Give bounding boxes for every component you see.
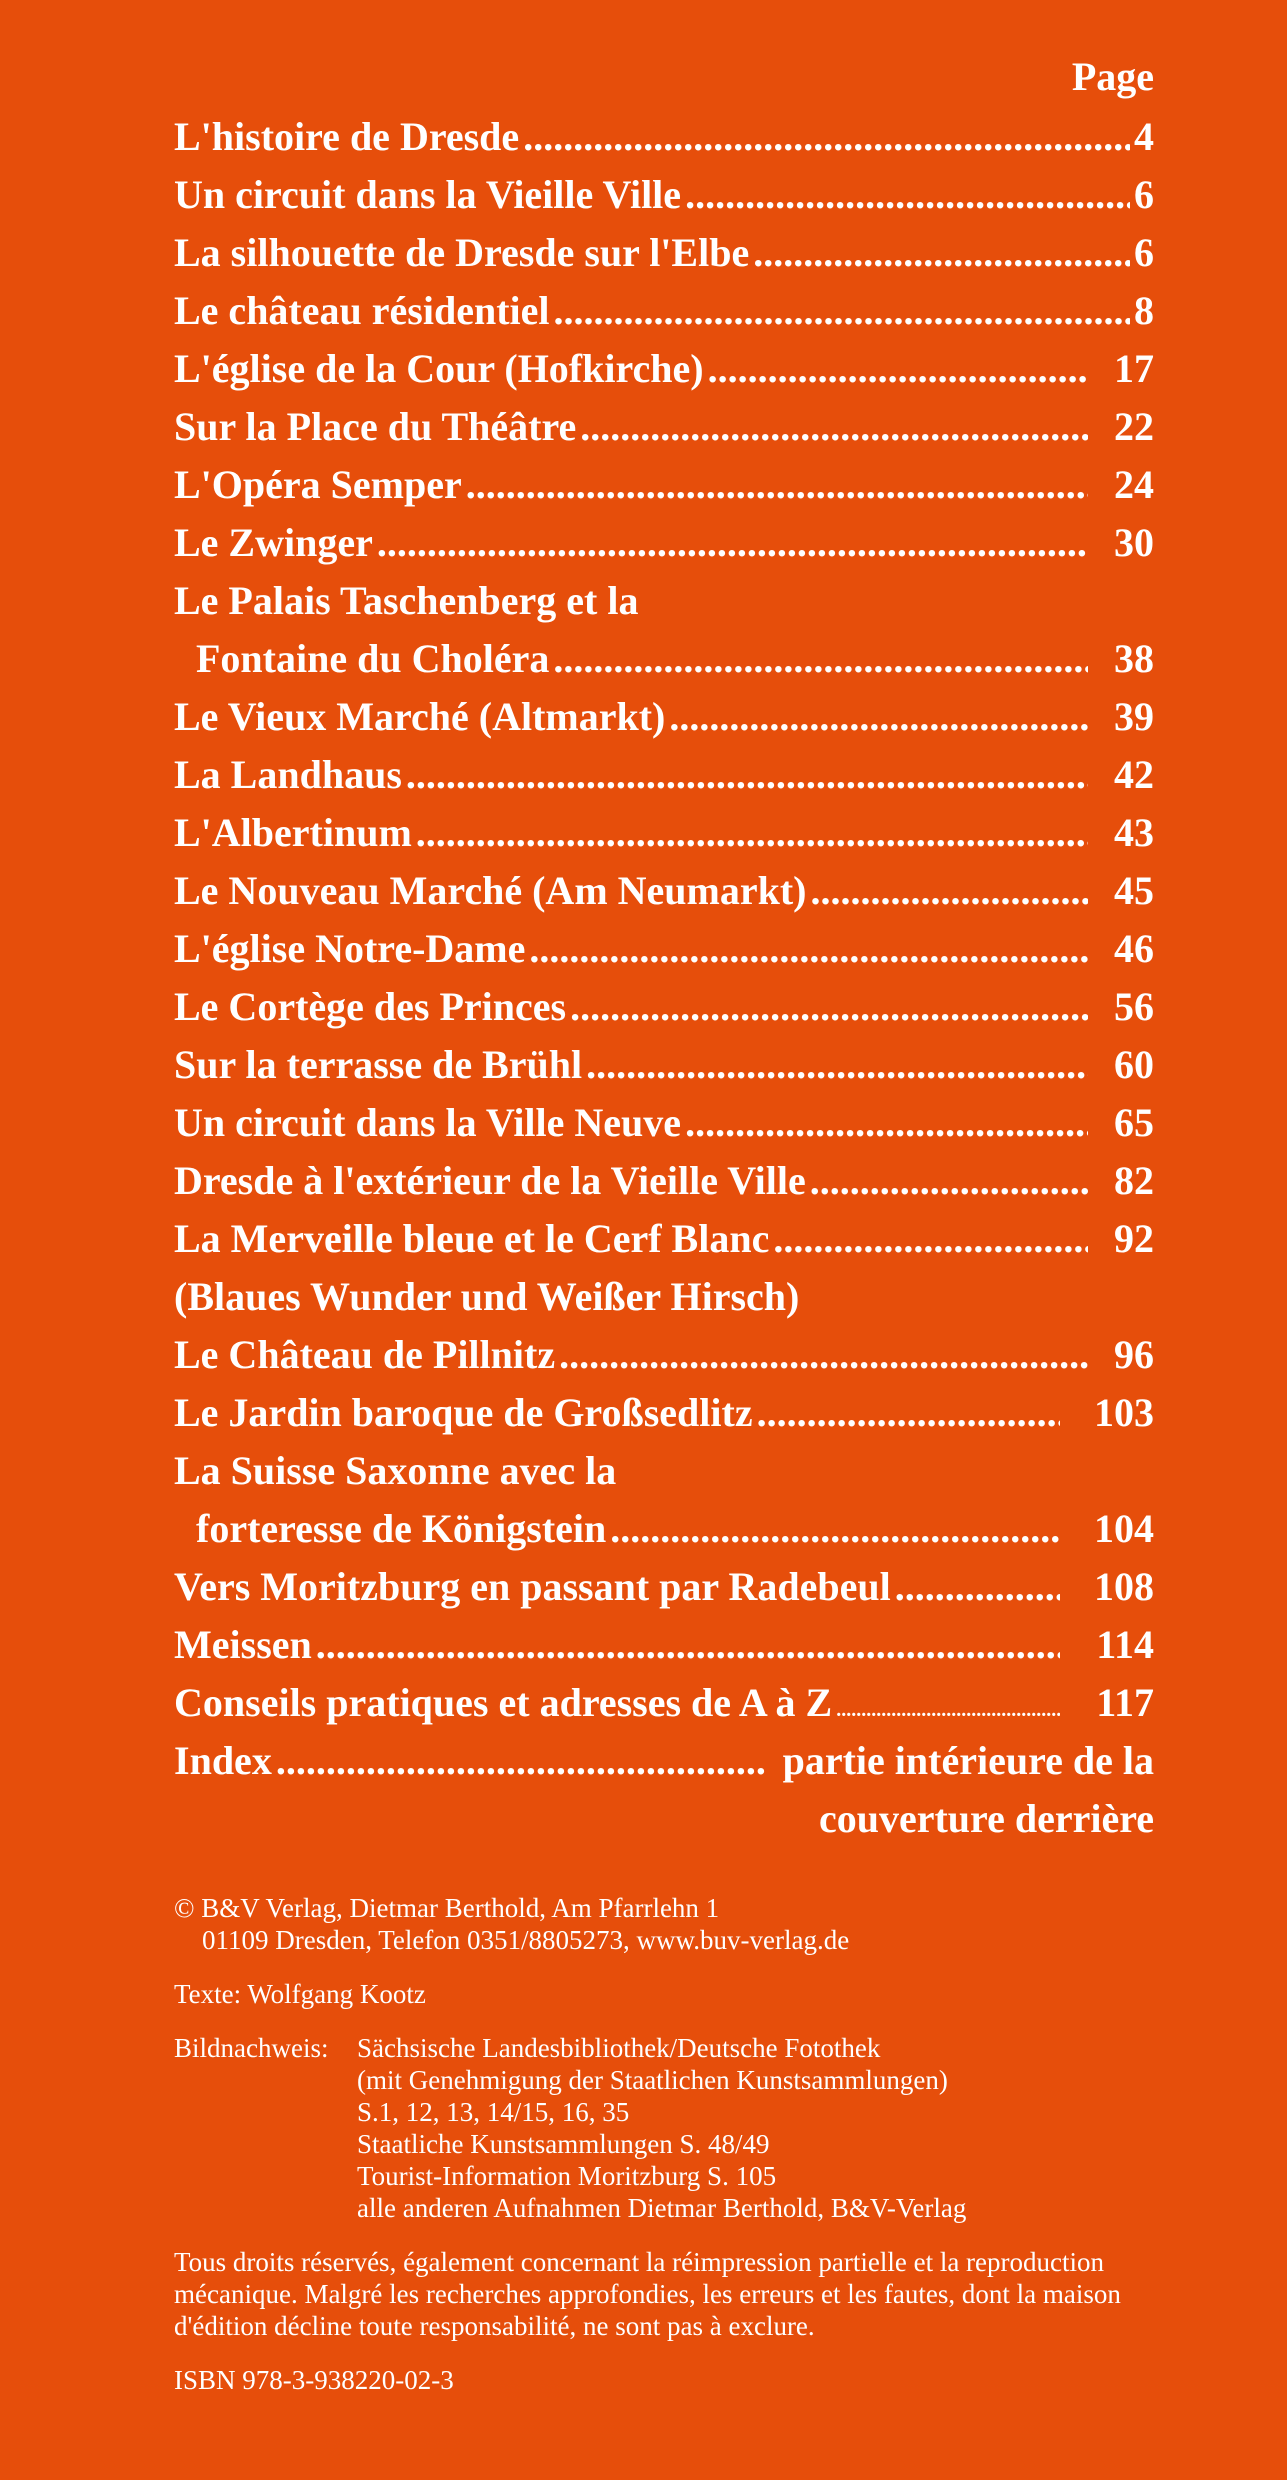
toc-entry-page: 24 bbox=[1114, 462, 1154, 507]
toc-entry-page: 96 bbox=[1114, 1332, 1154, 1377]
toc-entry-title: La Landhaus bbox=[174, 752, 402, 797]
dot-leader bbox=[610, 1500, 1060, 1558]
toc-entry bbox=[174, 456, 1154, 514]
toc-entry-title: Meissen bbox=[174, 1622, 312, 1667]
toc-entry-title: Le Palais Taschenberg et la bbox=[174, 578, 639, 623]
dot-leader bbox=[406, 746, 1088, 804]
toc-entry-page: 39 bbox=[1114, 694, 1154, 739]
publisher-address-line: 01109 Dresden, Telefon 0351/8805273, www.buv-verlag.de bbox=[202, 1925, 850, 1955]
toc-entry-page: 42 bbox=[1114, 752, 1154, 797]
photo-credits-label: Bildnachweis: bbox=[174, 2033, 329, 2063]
photo-credit-line: alle anderen Aufnahmen Dietmar Berthold, B&V-Verlag bbox=[357, 2193, 967, 2223]
toc-entry-page: 82 bbox=[1114, 1158, 1154, 1203]
toc-entry-title: La Suisse Saxonne avec la bbox=[174, 1448, 617, 1493]
photo-credits-list bbox=[357, 2032, 1154, 2224]
toc-entry-page: 104 bbox=[1094, 1506, 1154, 1551]
toc-entry-title: Sur la Place du Théâtre bbox=[174, 404, 577, 449]
dot-leader bbox=[559, 1326, 1088, 1384]
dot-leader bbox=[523, 108, 1130, 166]
toc-entry-title: Le Nouveau Marché (Am Neumarkt) bbox=[174, 868, 807, 913]
toc-entry-page: 17 bbox=[1114, 346, 1154, 391]
toc-entry bbox=[174, 978, 1154, 1036]
toc-list bbox=[174, 108, 1154, 1790]
toc-entry-wrapped-line bbox=[174, 1268, 1154, 1326]
dot-leader bbox=[553, 630, 1088, 688]
index-location-continuation: couverture derrière bbox=[818, 1796, 1154, 1841]
dot-leader bbox=[708, 340, 1088, 398]
publisher-info bbox=[174, 1892, 1154, 1956]
toc-entry-page: 38 bbox=[1114, 636, 1154, 681]
toc-entry-page: 30 bbox=[1114, 520, 1154, 565]
toc-entry bbox=[174, 1616, 1154, 1674]
dot-leader bbox=[466, 456, 1088, 514]
toc-entry bbox=[174, 340, 1154, 398]
toc-entry-title: Le Zwinger bbox=[174, 520, 373, 565]
toc-entry-page: 92 bbox=[1114, 1216, 1154, 1261]
toc-entry bbox=[174, 1152, 1154, 1210]
toc-entry-title: L'église Notre-Dame bbox=[174, 926, 526, 971]
toc-entry-title: La Merveille bleue et le Cerf Blanc bbox=[174, 1216, 770, 1261]
dot-leader bbox=[773, 1210, 1088, 1268]
toc-entry-title: Le Cortège des Princes bbox=[174, 984, 567, 1029]
photo-credit-line: Staatliche Kunstsammlungen S. 48/49 bbox=[357, 2129, 770, 2159]
toc-entry-title: forteresse de Königstein bbox=[196, 1506, 607, 1551]
dot-leader bbox=[685, 1094, 1088, 1152]
dot-leader bbox=[580, 398, 1088, 456]
toc-entry-page: partie intérieure de la bbox=[782, 1738, 1154, 1783]
dot-leader bbox=[836, 1681, 1060, 1739]
toc-entry bbox=[174, 630, 1154, 688]
toc-entry bbox=[174, 1326, 1154, 1384]
toc-entry-title: Le Château de Pillnitz bbox=[174, 1332, 556, 1377]
toc-entry-title: L'histoire de Dresde bbox=[174, 114, 520, 159]
dot-leader bbox=[586, 1036, 1088, 1094]
dot-leader bbox=[669, 688, 1088, 746]
toc-entry bbox=[174, 282, 1154, 340]
toc-entry bbox=[174, 166, 1154, 224]
dot-leader bbox=[316, 1616, 1060, 1674]
toc-entry-title: Le Vieux Marché (Altmarkt) bbox=[174, 694, 666, 739]
dot-leader bbox=[757, 1384, 1060, 1442]
toc-entry-page: 4 bbox=[1134, 114, 1154, 159]
photo-credit-line: Tourist-Information Moritzburg S. 105 bbox=[357, 2161, 777, 2191]
toc-entry-wrapped-line bbox=[174, 1442, 1154, 1500]
dot-leader bbox=[554, 282, 1131, 340]
toc-entry-page: 60 bbox=[1114, 1042, 1154, 1087]
toc-entry bbox=[174, 804, 1154, 862]
photo-credits bbox=[174, 2032, 1154, 2224]
toc-entry-page: 45 bbox=[1114, 868, 1154, 913]
toc-entry bbox=[174, 224, 1154, 282]
dot-leader bbox=[529, 920, 1088, 978]
dot-leader bbox=[416, 804, 1088, 862]
photo-credit-line: Sächsische Landesbibliothek/Deutsche Fotothek bbox=[357, 2033, 881, 2063]
toc-entry bbox=[174, 920, 1154, 978]
toc-entry bbox=[174, 398, 1154, 456]
isbn: ISBN 978-3-938220-02-3 bbox=[174, 2365, 454, 2395]
dot-leader bbox=[377, 514, 1088, 572]
toc-entry bbox=[174, 862, 1154, 920]
dot-leader bbox=[276, 1732, 765, 1790]
toc-entry-title: L'église de la Cour (Hofkirche) bbox=[174, 346, 704, 391]
toc-entry-title: (Blaues Wunder und Weißer Hirsch) bbox=[174, 1274, 800, 1319]
toc-entry bbox=[174, 1500, 1154, 1558]
photo-credit-line: S.1, 12, 13, 14/15, 16, 35 bbox=[357, 2097, 630, 2127]
toc-entry bbox=[174, 688, 1154, 746]
toc-entry-page: 8 bbox=[1134, 288, 1154, 333]
publisher-line: © B&V Verlag, Dietmar Berthold, Am Pfarrlehn 1 bbox=[174, 1893, 720, 1923]
toc-entry bbox=[174, 514, 1154, 572]
toc-entry-page: 65 bbox=[1114, 1100, 1154, 1145]
toc-entry bbox=[174, 746, 1154, 804]
toc-entry bbox=[174, 108, 1154, 166]
dot-leader bbox=[810, 862, 1088, 920]
dot-leader bbox=[895, 1558, 1060, 1616]
toc-entry bbox=[174, 1558, 1154, 1616]
imprint bbox=[174, 1892, 1154, 2418]
toc-entry-page: 56 bbox=[1114, 984, 1154, 1029]
toc-entry-title: Fontaine du Choléra bbox=[196, 636, 550, 681]
toc-entry bbox=[174, 1384, 1154, 1442]
photo-credit-line: (mit Genehmigung der Staatlichen Kunstsammlungen) bbox=[357, 2065, 948, 2095]
dot-leader bbox=[753, 224, 1130, 282]
toc-entry-title: Vers Moritzburg en passant par Radebeul bbox=[174, 1564, 891, 1609]
toc-entry-index bbox=[174, 1732, 1154, 1790]
rights-notice: Tous droits réservés, également concernant la réimpression partielle et la reproduction mécanique. Malgré les recherches approfondies, les erreurs et les fautes, dont la maison d'édition décline toute responsabilité, ne sont pas à exclure. bbox=[174, 2247, 1121, 2341]
toc-entry-title: Index bbox=[174, 1738, 272, 1783]
toc-entry-wrapped-line bbox=[174, 572, 1154, 630]
toc-entry-page: 108 bbox=[1094, 1564, 1154, 1609]
toc-entry-title: L'Albertinum bbox=[174, 810, 412, 855]
toc-entry-title: Un circuit dans la Ville Neuve bbox=[174, 1100, 682, 1145]
table-of-contents bbox=[174, 52, 1154, 1848]
toc-entry-page: 117 bbox=[1096, 1680, 1154, 1725]
toc-entry-page: 22 bbox=[1114, 404, 1154, 449]
toc-entry-title: L'Opéra Semper bbox=[174, 462, 462, 507]
toc-entry bbox=[174, 1094, 1154, 1152]
dot-leader bbox=[570, 978, 1088, 1036]
toc-entry-title: Le château résidentiel bbox=[174, 288, 550, 333]
toc-entry-title: Sur la terrasse de Brühl bbox=[174, 1042, 583, 1087]
toc-entry-title: La silhouette de Dresde sur l'Elbe bbox=[174, 230, 750, 275]
toc-entry-page: 6 bbox=[1134, 230, 1154, 275]
toc-entry-page: 46 bbox=[1114, 926, 1154, 971]
page-column-header: Page bbox=[1071, 54, 1154, 99]
toc-entry bbox=[174, 1036, 1154, 1094]
toc-entry-page: 103 bbox=[1094, 1390, 1154, 1435]
toc-entry-page: 6 bbox=[1134, 172, 1154, 217]
toc-entry bbox=[174, 1210, 1154, 1268]
toc-entry-title: Un circuit dans la Vieille Ville bbox=[174, 172, 682, 217]
text-credit: Texte: Wolfgang Kootz bbox=[174, 1979, 426, 2009]
toc-entry-title: Le Jardin baroque de Großsedlitz bbox=[174, 1390, 753, 1435]
toc-entry bbox=[174, 1674, 1154, 1732]
toc-entry-title: Conseils pratiques et adresses de A à Z bbox=[174, 1680, 833, 1725]
dot-leader bbox=[685, 166, 1130, 224]
toc-entry-page: 43 bbox=[1114, 810, 1154, 855]
toc-entry-title: Dresde à l'extérieur de la Vieille Ville bbox=[174, 1158, 806, 1203]
dot-leader bbox=[810, 1152, 1088, 1210]
toc-entry-page: 114 bbox=[1096, 1622, 1154, 1667]
